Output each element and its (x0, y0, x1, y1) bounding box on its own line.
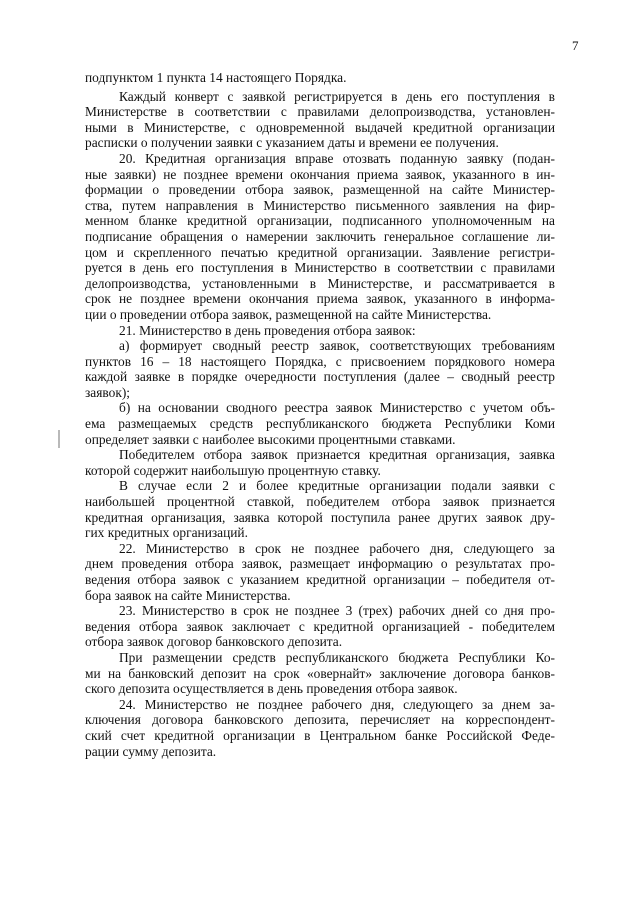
text-line: ема размещаемых средств республиканского бюджета Республики Коми (85, 416, 555, 432)
paragraph (85, 478, 555, 540)
text-line: ский счет кредитной организации в Центральном банке Российской Феде- (85, 727, 555, 743)
text-line: ведения отбора заявок заключает с кредитной организацией - победителем (85, 618, 555, 634)
paragraph (85, 89, 555, 151)
text-line: менном бланке кредитной организации, подписанного уполномоченным на (85, 213, 555, 229)
text-line: заявок); (85, 384, 131, 400)
text-line: ключения договора банковского депозита, перечисляет на корреспондент- (85, 712, 555, 728)
text-line: Победителем отбора заявок признается кредитная организация, заявка (119, 447, 555, 463)
text-line: срок не позднее времени окончания приема заявок, указанного в информа- (85, 291, 555, 307)
document-body (85, 70, 555, 759)
text-line: подпунктом 1 пункта 14 настоящего Порядка. (85, 70, 347, 85)
text-line: руется в день его поступления в Министерство в соответствии с правилами (85, 260, 555, 276)
scan-margin-mark (58, 430, 60, 448)
paragraph (85, 541, 555, 603)
text-line: делопроизводства, установленными в Министерстве, и рассматривается в (85, 275, 555, 291)
text-line: днем проведения отбора заявок, размещает информацию о результатах про- (85, 556, 555, 572)
text-line: 23. Министерство в срок не позднее 3 (трех) рабочих дней со дня про- (119, 603, 555, 619)
text-line: ского депозита осуществляется в день проведения отбора заявок. (85, 681, 458, 697)
text-line: При размещении средств республиканского бюджета Республики Ко- (119, 649, 555, 665)
text-line: пунктов 16 – 18 настоящего Порядка, с присвоением порядкового номера (85, 353, 555, 369)
paragraph (85, 447, 555, 478)
text-line: наибольшей процентной ставкой, победителем отбора заявок признается (85, 494, 555, 510)
text-line: формации о проведении отбора заявок, размещенной на сайте Министер- (85, 182, 555, 198)
text-line: кредитная организация, заявка которой поступила ранее других заявок дру- (85, 509, 555, 525)
paragraph (85, 151, 555, 323)
text-line: ции о проведении отбора заявок, размещенной на сайте Министерства. (85, 306, 492, 322)
page-number: 7 (572, 38, 579, 53)
text-line: расписки о получении заявки с указанием даты и времени ее получения. (85, 135, 499, 151)
text-line: ными в Министерстве, с одновременной выдачей кредитной организации (85, 119, 555, 135)
text-line: подписание обращения о намерении заключить генеральное соглашение ли- (85, 228, 555, 244)
text-line: гих кредитных организаций. (85, 525, 248, 541)
text-line: отбора заявок договор банковского депозита. (85, 634, 343, 650)
paragraph (85, 650, 555, 697)
text-line: 24. Министерство не позднее рабочего дня, следующего за днем за- (119, 696, 555, 712)
paragraph (85, 70, 555, 86)
text-line: рации сумму депозита. (85, 743, 217, 759)
paragraph (85, 338, 555, 400)
text-line: В случае если 2 и более кредитные организации подали заявки с (119, 478, 555, 494)
text-line: бора заявок на сайте Министерства. (85, 587, 291, 603)
paragraph (85, 323, 555, 339)
text-line: а) формирует сводный реестр заявок, соответствующих требованиям (119, 338, 555, 354)
paragraph (85, 400, 555, 447)
text-line: каждой заявке в порядке очередности поступления (далее – сводный реестр (85, 369, 555, 385)
text-line: 22. Министерство в срок не позднее рабочего дня, следующего за (119, 540, 555, 556)
text-line: ми на банковский депозит на срок «овернайт» заключение договора банков- (85, 665, 555, 681)
text-line: цом и скрепленного печатью кредитной организации. Заявление регистри- (85, 244, 555, 260)
text-line: 20. Кредитная организация вправе отозвать поданную заявку (подан- (119, 150, 555, 166)
text-line: 21. Министерство в день проведения отбора заявок: (119, 322, 416, 338)
text-line: ства, путем направления в Министерство письменного заявления на фир- (85, 197, 555, 213)
text-line: которой содержит наибольшую процентную ставку. (85, 462, 381, 478)
text-line: Каждый конверт с заявкой регистрируется в день его поступления в (119, 88, 555, 104)
paragraph (85, 603, 555, 650)
text-line: определяет заявки с наиболее высокими процентными ставками. (85, 431, 456, 447)
text-line: б) на основании сводного реестра заявок Министерство с учетом объ- (119, 400, 555, 416)
text-line: ные заявки) не позднее времени окончания приема заявок, указанного в ин- (85, 166, 555, 182)
text-line: ведения отбора заявок с указанием кредитной организации – победителя от- (85, 572, 555, 587)
text-line: Министерстве в соответствии с правилами делопроизводства, установлен- (85, 104, 555, 120)
paragraph (85, 697, 555, 759)
